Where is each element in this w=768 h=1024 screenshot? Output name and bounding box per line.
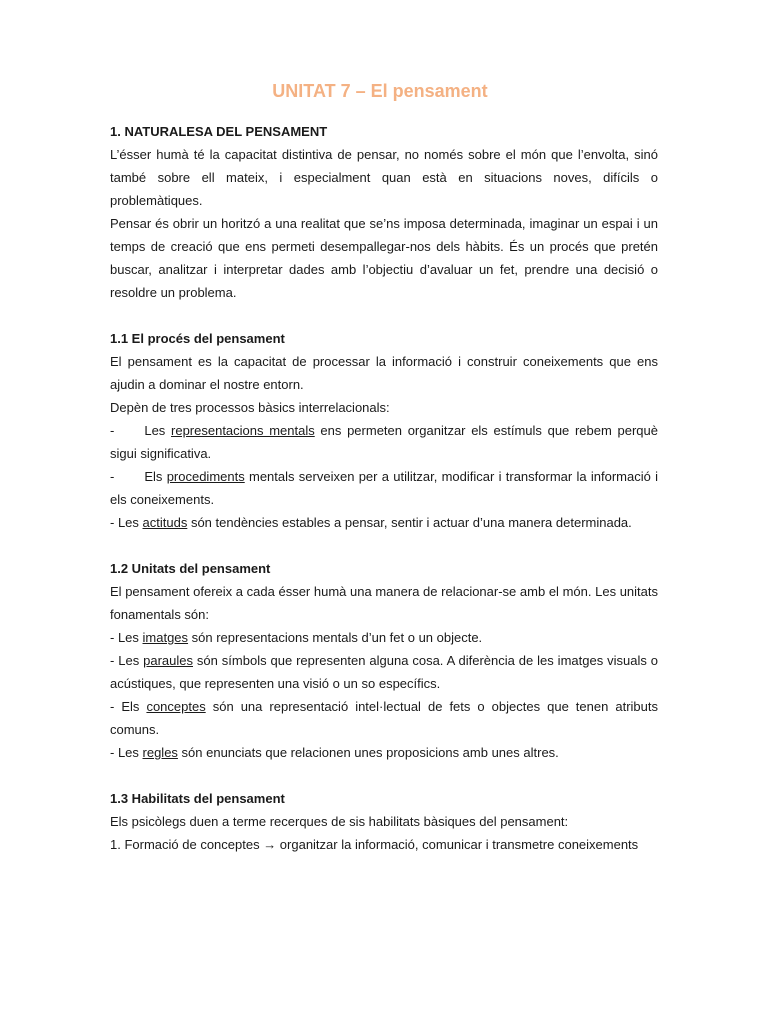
list-item: - Les representacions mentals ens permeten organitzar els estímuls que rebem perquè sigui significativa. bbox=[110, 423, 658, 461]
list-item: - Les imatges són representacions mentals d’un fet o un objecte. bbox=[110, 630, 483, 645]
underlined-term: representacions mentals bbox=[171, 423, 315, 438]
list-item: - Les actituds són tendències estables a pensar, sentir i actuar d’una manera determinada. bbox=[110, 515, 632, 530]
list-item: - Les regles són enunciats que relacionen unes proposicions amb unes altres. bbox=[110, 745, 559, 760]
underlined-term: conceptes bbox=[146, 699, 206, 714]
paragraph: Pensar és obrir un horitzó a una realitat que se’ns imposa determinada, imaginar un espai i un temps de creació que ens permeti desempallegar-nos dels hàbits. És un procés que pretén buscar, analitzar i interpretar dades amb l’objectiu d’avaluar un fet, prendre una decisió o resoldre un problema. bbox=[110, 216, 658, 300]
paragraph: Els psicòlegs duen a terme recerques de sis habilitats bàsiques del pensament: bbox=[110, 814, 569, 829]
paragraph: Depèn de tres processos bàsics interrelacionals: bbox=[110, 400, 390, 415]
list-item: 1. Formació de conceptes → organitzar la informació, comunicar i transmetre coneixements bbox=[110, 837, 639, 852]
underlined-term: paraules bbox=[143, 653, 193, 668]
list-item: - Les paraules són símbols que representen alguna cosa. A diferència de les imatges visuals o acústiques, que representen una visió o un so específics. bbox=[110, 653, 658, 691]
underlined-term: actituds bbox=[142, 515, 188, 530]
list-item: - Els conceptes són una representació intel·lectual de fets o objectes que tenen atributs comuns. bbox=[110, 699, 658, 737]
section-heading-1-3: 1.3 Habilitats del pensament bbox=[110, 791, 285, 806]
paragraph: L’ésser humà té la capacitat distintiva de pensar, no només sobre el món que l’envolta, sinó també sobre ell mateix, i especialment quan està en situacions noves, difícils o problemàtiques. bbox=[110, 147, 658, 208]
underlined-term: imatges bbox=[142, 630, 189, 645]
underlined-term: procediments bbox=[166, 469, 245, 484]
list-item: - Els procediments mentals serveixen per a utilitzar, modificar i transformar la informació i els coneixements. bbox=[110, 469, 658, 507]
paragraph: El pensament es la capacitat de processar la informació i construir coneixements que ens ajudin a dominar el nostre entorn. bbox=[110, 354, 658, 392]
paragraph: El pensament ofereix a cada ésser humà una manera de relacionar-se amb el món. Les unitats fonamentals són: bbox=[110, 584, 658, 622]
document-body bbox=[110, 120, 658, 856]
section-heading-1: 1. NATURALESA DEL PENSAMENT bbox=[110, 124, 328, 139]
document-title: UNITAT 7 – El pensament bbox=[272, 81, 488, 101]
section-heading-1-1: 1.1 El procés del pensament bbox=[110, 331, 285, 346]
section-heading-1-2: 1.2 Unitats del pensament bbox=[110, 561, 271, 576]
underlined-term: regles bbox=[142, 745, 178, 760]
